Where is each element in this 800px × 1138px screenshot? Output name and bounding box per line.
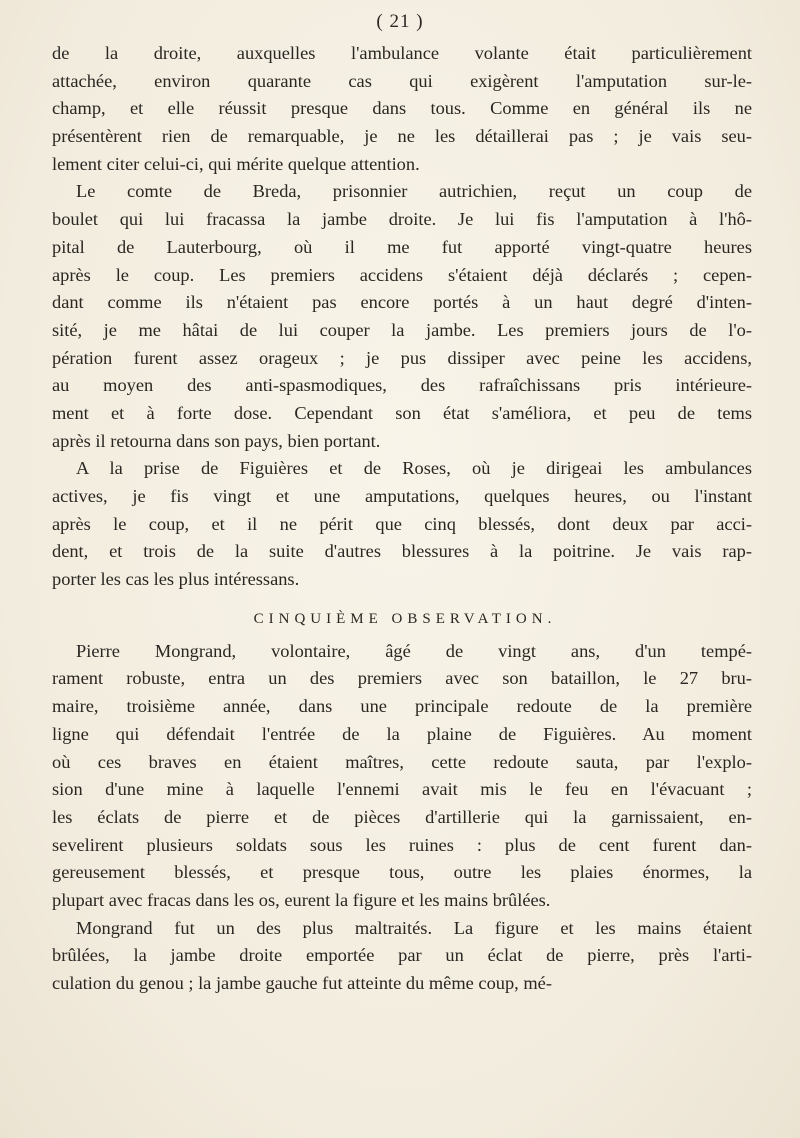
text-line: dent, et trois de la suite d'autres blessures à la poitrine. Je vais rap- <box>52 541 752 562</box>
text-line: les éclats de pierre et de pièces d'artillerie qui la garnissaient, en- <box>52 806 752 827</box>
text-line: gereusement blessés, et presque tous, outre les plaies énormes, la <box>52 862 752 883</box>
text-line: présentèrent rien de remarquable, je ne les détaillerai pas ; je vais seu- <box>52 126 752 147</box>
text-line: pital de Lauterbourg, où il me fut apporté vingt-quatre heures <box>52 236 752 257</box>
text-line: de la droite, auxquelles l'ambulance volante était particulièrement <box>52 43 752 63</box>
text-line: après le coup. Les premiers accidens s'étaient déjà déclarés ; cepen- <box>52 264 752 285</box>
text-line: au moyen des anti-spasmodiques, des rafraîchissans pris intérieure- <box>52 375 752 396</box>
paragraph <box>52 40 752 178</box>
text-line: sion d'une mine à laquelle l'ennemi avait mis le feu en l'évacuant ; <box>52 779 752 800</box>
text-line: après le coup, et il ne périt que cinq blessés, dont deux par acci- <box>52 513 752 534</box>
observation-heading: CINQUIÈME OBSERVATION. <box>253 610 557 627</box>
text-line: sité, je me hâtai de lui couper la jambe. Les premiers jours de l'o- <box>52 319 752 340</box>
text-line: dant comme ils n'étaient pas encore portés à un haut degré d'inten- <box>52 292 752 313</box>
text-line: ligne qui défendait l'entrée de la plaine de Figuières. Au moment <box>52 723 752 744</box>
text-line: plupart avec fracas dans les os, eurent la figure et les mains brûlées. <box>52 889 551 910</box>
text-line: où ces braves en étaient maîtres, cette redoute sauta, par l'explo- <box>52 751 752 772</box>
text-line: après il retourna dans son pays, bien portant. <box>52 430 381 451</box>
text-line: porter les cas les plus intéressans. <box>52 569 300 590</box>
text-line: sevelirent plusieurs soldats sous les ruines : plus de cent furent dan- <box>52 834 752 855</box>
text-line: brûlées, la jambe droite emportée par un éclat de pierre, près l'arti- <box>52 945 752 966</box>
paragraph <box>52 638 752 915</box>
text-line: Mongrand fut un des plus maltraités. La figure et les mains étaient <box>76 917 752 938</box>
text-line: maire, troisième année, dans une principale redoute de la première <box>52 696 752 717</box>
text-line: Le comte de Breda, prisonnier autrichien, reçut un coup de <box>76 181 752 202</box>
text-line: actives, je fis vingt et une amputations, quelques heures, ou l'instant <box>52 486 752 506</box>
text-line: A la prise de Figuières et de Roses, où je dirigeai les ambulances <box>76 458 752 479</box>
paragraph <box>52 178 752 455</box>
text-line: pération furent assez orageux ; je pus dissiper avec peine les accidens, <box>52 347 752 368</box>
paragraph <box>52 455 752 593</box>
text-section-before-heading <box>52 40 752 594</box>
text-line: ment et à forte dose. Cependant son état s'améliora, et peu de tems <box>52 402 752 423</box>
text-line: Pierre Mongrand, volontaire, âgé de vingt ans, d'un tempé- <box>76 640 752 661</box>
text-section-after-heading <box>52 638 752 998</box>
text-line: boulet qui lui fracassa la jambe droite. Je lui fis l'amputation à l'hô- <box>52 209 752 230</box>
text-line: champ, et elle réussit presque dans tous. Comme en général ils ne <box>52 98 752 119</box>
text-line: culation du genou ; la jambe gauche fut atteinte du même coup, mé- <box>52 973 552 993</box>
text-line: rament robuste, entra un des premiers avec son bataillon, le 27 bru- <box>52 668 752 689</box>
body-text <box>52 40 752 998</box>
text-line: lement citer celui-ci, qui mérite quelque attention. <box>52 153 420 174</box>
paragraph <box>52 915 752 998</box>
page-number: ( 21 ) <box>376 11 424 32</box>
text-line: attachée, environ quarante cas qui exigèrent l'amputation sur-le- <box>52 70 752 91</box>
